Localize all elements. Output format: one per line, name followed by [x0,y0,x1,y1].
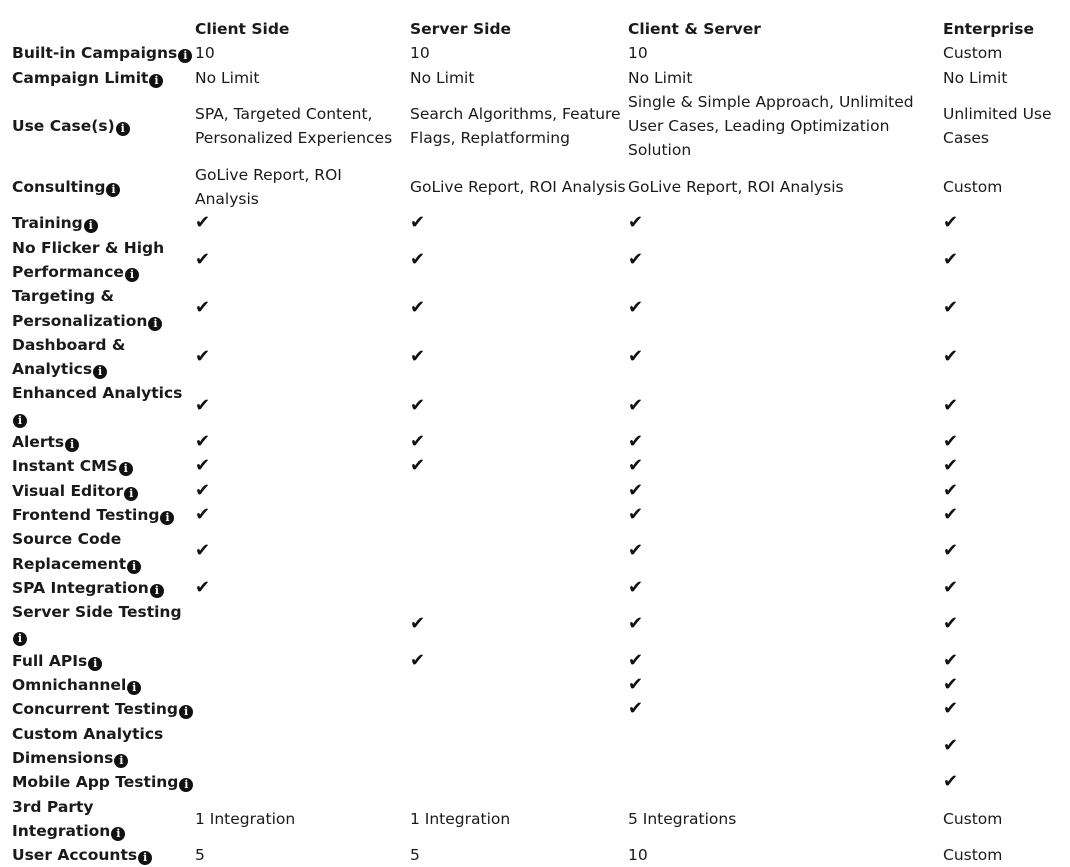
plan-cell-client-side [195,576,410,600]
plan-cell-client-and-server [628,333,943,382]
check-icon: ✔ [628,212,644,234]
feature-label: Visual Editor [12,481,124,500]
plan-cell-server-side [410,479,628,503]
plan-cell-enterprise [943,236,1062,285]
check-icon: ✔ [943,297,959,319]
feature-cell [12,333,195,382]
info-icon[interactable]: i [160,511,174,525]
table-row [12,649,1062,673]
table-row [12,211,1062,235]
check-icon: ✔ [943,698,959,720]
feature-cell [12,697,195,721]
plan-cell-server-side [410,649,628,673]
info-icon[interactable]: i [127,560,141,574]
plan-cell-client-side [195,673,410,697]
plan-cell-client-and-server [628,381,943,430]
plan-cell-client-side [195,795,410,844]
check-icon: ✔ [628,576,644,598]
check-icon: ✔ [943,503,959,525]
check-icon: ✔ [943,540,959,562]
check-icon: ✔ [195,212,211,234]
check-icon: ✔ [628,297,644,319]
plan-cell-server-side [410,41,628,65]
comparison-table [12,17,1062,867]
check-icon: ✔ [410,297,426,319]
check-icon: ✔ [410,394,426,416]
check-icon: ✔ [943,212,959,234]
plan-cell-client-side [195,41,410,65]
cell-value: No Limit [410,68,475,87]
info-icon[interactable]: i [125,268,139,282]
check-icon: ✔ [628,698,644,720]
check-icon: ✔ [410,346,426,367]
plan-cell-enterprise [943,527,1062,576]
plan-cell-client-side [195,479,410,503]
check-icon: ✔ [195,297,211,319]
cell-value: SPA, Targeted Content, Personalized Experiences [195,105,393,148]
cell-value: No Limit [628,68,693,87]
plan-cell-client-and-server [628,430,943,454]
plan-cell-server-side [410,236,628,285]
check-icon: ✔ [195,431,211,453]
feature-label: Concurrent Testing [12,700,179,719]
plan-cell-server-side [410,673,628,697]
plan-cell-client-and-server [628,649,943,673]
plan-cell-client-and-server [628,503,943,527]
info-icon[interactable]: i [111,827,125,841]
plan-cell-server-side [410,90,628,163]
feature-label: Source Code Replacement [12,530,127,573]
cell-value: 1 Integration [195,809,296,828]
table-row [12,697,1062,721]
check-icon: ✔ [943,674,959,696]
check-icon: ✔ [943,734,959,756]
feature-label: Enhanced Analytics [12,384,183,403]
plan-cell-enterprise [943,673,1062,697]
check-icon: ✔ [195,346,211,367]
plan-cell-enterprise [943,90,1062,163]
check-icon: ✔ [943,455,959,477]
plan-cell-enterprise [943,697,1062,721]
cell-value: 10 [628,44,648,63]
plan-header-client-side: Client Side [195,20,290,38]
feature-cell [12,236,195,285]
plan-cell-client-side [195,333,410,382]
plan-cell-enterprise [943,66,1062,90]
check-icon: ✔ [195,540,211,562]
cell-value: GoLive Report, ROI Analysis [195,165,342,209]
info-icon[interactable]: i [150,584,164,598]
info-icon[interactable]: i [178,49,192,63]
plan-cell-client-and-server [628,673,943,697]
plan-cell-client-and-server [628,454,943,478]
feature-cell [12,211,195,235]
feature-cell [12,649,195,673]
plan-cell-client-side [195,454,410,478]
cell-value: 1 Integration [410,809,511,828]
feature-cell [12,527,195,576]
plan-cell-client-side [195,90,410,163]
plan-cell-client-and-server [628,600,943,649]
plan-cell-client-and-server [628,163,943,212]
cell-value: Custom [943,809,1003,828]
info-icon[interactable]: i [114,754,128,768]
check-icon: ✔ [943,479,959,501]
feature-cell [12,454,195,478]
table-row [12,722,1062,771]
plan-cell-enterprise [943,600,1062,649]
check-icon: ✔ [628,613,644,635]
cell-value: Custom [943,846,1003,865]
plan-cell-server-side [410,503,628,527]
plan-cell-enterprise [943,211,1062,235]
feature-cell [12,479,195,503]
check-icon: ✔ [943,346,959,367]
plan-cell-server-side [410,722,628,771]
comparison-body [12,41,1062,867]
check-icon: ✔ [195,394,211,416]
info-icon[interactable]: i [179,705,193,719]
plan-cell-client-side [195,211,410,235]
plan-cell-client-and-server [628,697,943,721]
plan-cell-client-side [195,381,410,430]
info-icon[interactable]: i [127,681,141,695]
plan-header-server-side: Server Side [410,20,512,38]
feature-cell [12,41,195,65]
feature-label: Built-in Campaigns [12,44,178,63]
feature-cell [12,163,195,212]
plan-cell-server-side [410,66,628,90]
plan-cell-server-side [410,795,628,844]
info-icon[interactable]: i [148,317,162,331]
plan-cell-server-side [410,843,628,867]
cell-value: Unlimited Use Cases [943,105,1052,148]
feature-cell [12,795,195,844]
info-icon[interactable]: i [84,219,98,233]
plan-header-client-and-server: Client & Server [628,20,761,38]
feature-label: Frontend Testing [12,505,160,524]
plan-cell-client-and-server [628,479,943,503]
plan-cell-enterprise [943,649,1062,673]
feature-cell [12,66,195,90]
cell-value: 10 [195,44,215,63]
plan-cell-enterprise [943,503,1062,527]
cell-value: Custom [943,177,1003,196]
feature-label: SPA Integration [12,578,149,597]
table-row [12,454,1062,478]
info-icon[interactable]: i [119,462,133,476]
check-icon: ✔ [943,394,959,416]
check-icon: ✔ [943,431,959,453]
feature-label: Dashboard & Analytics [12,335,126,379]
table-row [12,236,1062,285]
check-icon: ✔ [628,674,644,696]
plan-cell-client-side [195,503,410,527]
feature-label: Consulting [12,177,106,196]
cell-value: Search Algorithms, Feature Flags, Replatforming [410,105,621,148]
table-row [12,479,1062,503]
feature-header [12,17,195,41]
check-icon: ✔ [943,248,959,270]
check-icon: ✔ [628,455,644,477]
feature-label: Omnichannel [12,676,127,695]
plan-cell-server-side [410,697,628,721]
plan-cell-client-and-server [628,770,943,794]
feature-label: Use Case(s) [12,117,115,136]
plan-header-enterprise: Enterprise [943,20,1034,38]
check-icon: ✔ [628,346,644,367]
plan-cell-enterprise [943,479,1062,503]
check-icon: ✔ [628,394,644,416]
check-icon: ✔ [410,455,426,477]
plan-cell-enterprise [943,843,1062,867]
check-icon: ✔ [943,649,959,671]
table-row [12,673,1062,697]
plan-cell-client-and-server [628,795,943,844]
check-icon: ✔ [410,431,426,453]
plan-cell-client-side [195,284,410,333]
plan-cell-client-and-server [628,843,943,867]
cell-value: GoLive Report, ROI Analysis [628,177,844,196]
check-icon: ✔ [628,503,644,525]
table-row [12,284,1062,333]
cell-value: 5 [195,846,205,865]
check-icon: ✔ [943,576,959,598]
plan-cell-client-side [195,66,410,90]
cell-value: No Limit [195,68,260,87]
check-icon: ✔ [195,503,211,525]
plan-cell-enterprise [943,795,1062,844]
cell-value: 5 Integrations [628,809,737,828]
feature-label: Alerts [12,433,65,452]
check-icon: ✔ [628,649,644,671]
plan-cell-enterprise [943,430,1062,454]
plan-cell-enterprise [943,576,1062,600]
plan-cell-server-side [410,163,628,212]
plan-cell-client-side [195,163,410,212]
plan-cell-client-and-server [628,41,943,65]
info-icon[interactable]: i [179,778,193,792]
plan-cell-server-side [410,770,628,794]
plan-cell-server-side [410,211,628,235]
check-icon: ✔ [195,479,211,501]
feature-label: Server Side Testing [12,603,182,622]
plan-cell-enterprise [943,333,1062,382]
table-row [12,503,1062,527]
table-row [12,576,1062,600]
check-icon: ✔ [943,613,959,635]
feature-cell [12,430,195,454]
plan-cell-client-and-server [628,90,943,163]
feature-label: Custom Analytics Dimensions [12,724,164,767]
plan-cell-client-side [195,697,410,721]
feature-label: Full APIs [12,651,88,670]
check-icon: ✔ [195,576,211,598]
table-row [12,527,1062,576]
check-icon: ✔ [628,540,644,562]
cell-value: Single & Simple Approach, Unlimited User Cases, Leading Optimization Solution [628,92,914,160]
plan-cell-client-side [195,236,410,285]
plan-cell-server-side [410,333,628,382]
feature-label: Targeting & Personalization [12,287,148,330]
plan-cell-server-side [410,576,628,600]
table-row [12,66,1062,90]
info-icon[interactable]: i [93,365,107,379]
table-row [12,381,1062,430]
feature-label: Campaign Limit [12,68,149,87]
plan-cell-client-side [195,600,410,649]
table-row [12,90,1062,163]
table-row [12,430,1062,454]
check-icon: ✔ [628,479,644,501]
info-icon[interactable]: i [106,183,120,197]
feature-label: 3rd Party Integration [12,797,111,840]
plan-cell-client-side [195,770,410,794]
feature-cell [12,600,195,649]
feature-label: Instant CMS [12,457,118,476]
plan-cell-server-side [410,284,628,333]
cell-value: GoLive Report, ROI Analysis [410,177,626,196]
feature-cell [12,381,195,430]
check-icon: ✔ [410,212,426,234]
plan-cell-client-and-server [628,527,943,576]
check-icon: ✔ [410,248,426,270]
info-icon[interactable]: i [13,632,27,646]
plan-cell-client-side [195,430,410,454]
info-icon[interactable]: i [88,657,102,671]
cell-value: 5 [410,846,420,865]
feature-label: User Accounts [12,846,138,865]
feature-label: Training [12,214,83,233]
plan-cell-enterprise [943,284,1062,333]
plan-cell-client-and-server [628,66,943,90]
info-icon[interactable]: i [65,438,79,452]
info-icon[interactable]: i [13,414,27,428]
plan-cell-enterprise [943,41,1062,65]
table-row [12,843,1062,867]
plan-cell-client-and-server [628,284,943,333]
plan-cell-client-side [195,843,410,867]
check-icon: ✔ [628,248,644,270]
feature-cell [12,284,195,333]
cell-value: Custom [943,44,1003,63]
plan-cell-server-side [410,381,628,430]
feature-label: No Flicker & High Performance [12,238,165,281]
plan-cell-client-side [195,527,410,576]
feature-label: Mobile App Testing [12,773,179,792]
feature-cell [12,576,195,600]
info-icon[interactable]: i [149,74,163,88]
table-row [12,795,1062,844]
table-row [12,41,1062,65]
cell-value: 10 [628,846,648,865]
check-icon: ✔ [943,771,959,793]
plan-cell-client-and-server [628,576,943,600]
feature-cell [12,843,195,867]
table-row [12,163,1062,212]
check-icon: ✔ [410,613,426,635]
check-icon: ✔ [195,455,211,477]
plan-cell-enterprise [943,163,1062,212]
plan-cell-client-and-server [628,211,943,235]
plan-cell-server-side [410,527,628,576]
plan-cell-enterprise [943,454,1062,478]
cell-value: 10 [410,44,430,63]
check-icon: ✔ [628,431,644,453]
info-icon[interactable]: i [138,851,152,865]
check-icon: ✔ [195,248,211,270]
check-icon: ✔ [410,649,426,671]
feature-cell [12,722,195,771]
feature-cell [12,90,195,163]
plan-cell-client-side [195,649,410,673]
plan-cell-enterprise [943,381,1062,430]
feature-cell [12,770,195,794]
plan-cell-enterprise [943,722,1062,771]
plan-cell-server-side [410,600,628,649]
info-icon[interactable]: i [116,122,130,136]
feature-cell [12,503,195,527]
plan-cell-client-side [195,722,410,771]
plan-cell-enterprise [943,770,1062,794]
plan-cell-client-and-server [628,236,943,285]
plan-cell-server-side [410,454,628,478]
plan-cell-client-and-server [628,722,943,771]
feature-cell [12,673,195,697]
table-row [12,770,1062,794]
info-icon[interactable]: i [124,487,138,501]
plan-cell-server-side [410,430,628,454]
header-row [12,17,1062,41]
cell-value: No Limit [943,68,1008,87]
table-row [12,333,1062,382]
table-row [12,600,1062,649]
